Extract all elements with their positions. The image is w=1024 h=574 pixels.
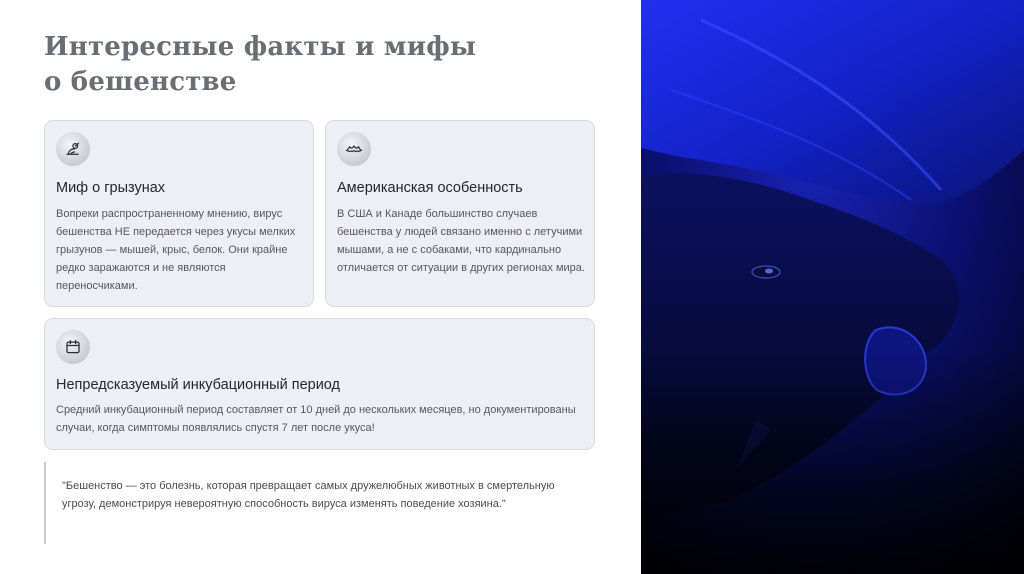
bat-photo (641, 0, 1024, 574)
card-title: Американская особенность (337, 180, 523, 196)
title-line-1: Интересные факты и мифы (44, 32, 477, 62)
card-title: Непредсказуемый инкубационный период (56, 377, 341, 393)
card-body: Вопреки распространенному мнению, вирус бешенства НЕ передается через укусы мелких грызунов — мышей, крыс, белок. Они крайне редко заражаются и не являются переносчиками. (56, 208, 296, 292)
calendar-icon (56, 330, 90, 364)
page-title (44, 30, 604, 100)
fact-card-america (325, 120, 595, 307)
fact-card-incubation (44, 318, 595, 450)
bat-icon (337, 132, 371, 166)
card-body: Средний инкубационный период составляет от 10 дней до нескольких месяцев, но документированы случаи, когда симптомы появлялись спустя 7 лет после укуса! (56, 404, 576, 434)
rodent-icon (56, 132, 90, 166)
title-line-2: о бешенстве (44, 67, 237, 97)
fact-card-rodents (44, 120, 314, 307)
card-body: В США и Канаде большинство случаев бешенства у людей связано именно с летучими мышами, а не с собаками, что кардинально отличается от ситуации в других регионах мира. (337, 208, 585, 274)
quote-divider (44, 462, 46, 544)
quote-text: "Бешенство — это болезнь, которая превращает самых дружелюбных животных в смертельную угрозу, демонстрируя невероятную способность вируса изменять поведение хозяина." (62, 480, 555, 510)
card-title: Миф о грызунах (56, 180, 166, 196)
